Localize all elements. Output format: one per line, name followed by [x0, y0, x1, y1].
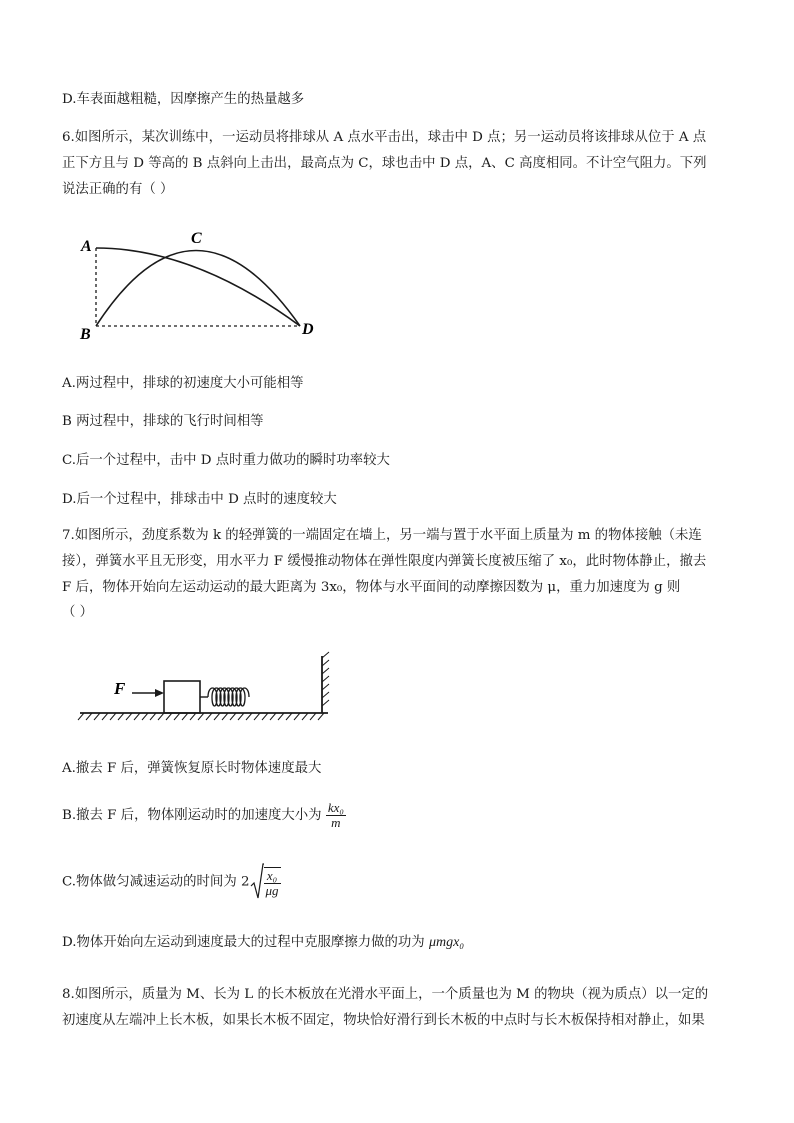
q8-stem-line-2: 初速度从左端冲上长木板，如果长木板不固定，物块恰好滑行到长木板的中点时与长木板保持相对静止，如果 — [62, 1013, 705, 1028]
q6-option-d: D.后一个过程中，排球击中 D 点时的速度较大 — [62, 492, 337, 507]
q7-stem-line-1: 7.如图所示，劲度系数为 k 的轻弹簧的一端固定在墙上，另一端与置于水平面上质量为 m 的物体接触（未连 — [62, 528, 702, 543]
q7-option-c — [62, 862, 281, 903]
q7-option-c-fraction — [264, 867, 281, 898]
q7-stem-line-3: F 后，物体开始向左运动运动的最大距离为 3x₀，物体与水平面间的动摩擦因数为 μ，重力加速度为 g 则 — [62, 580, 681, 595]
q7-stem-line-4: （ ） — [62, 605, 94, 620]
force-arrow-head — [155, 689, 164, 697]
block — [164, 681, 200, 713]
q7-option-b — [62, 799, 346, 833]
fraction-denominator: μg — [265, 882, 279, 898]
q7-option-b-text: B.撤去 F 后，物体刚运动时的加速度大小为 — [62, 808, 322, 823]
q6-stem-line-2: 正下方且与 D 等高的 B 点斜向上击出，最高点为 C，球也击中 D 点，A、C 高度相同。不计空气阻力。下列 — [62, 156, 707, 171]
label-d: D — [302, 321, 314, 338]
fraction-denominator: m — [331, 815, 341, 830]
q7-spring-figure — [76, 648, 338, 728]
oblique-throw-path — [96, 251, 300, 327]
wall-hatching — [322, 652, 329, 706]
force-label: F — [114, 679, 126, 698]
q7-option-a: A.撤去 F 后，弹簧恢复原长时物体速度最大 — [62, 761, 322, 776]
q7-option-d-text: D.物体开始向左运动到速度最大的过程中克服摩擦力做的功为 — [62, 935, 425, 950]
q7-option-d — [62, 934, 464, 952]
q6-stem-line-1: 6.如图所示，某次训练中，一运动员将排球从 A 点水平击出，球击中 D 点；另一运动员将该排球从位于 A 点 — [62, 130, 707, 145]
label-a: A — [81, 238, 92, 255]
fraction-numerator: x₀ — [264, 869, 281, 884]
fraction-numerator: kx₀ — [327, 800, 344, 815]
q6-stem-line-3: 说法正确的有（ ） — [62, 182, 174, 197]
q5-option-d: D.车表面越粗糙，因摩擦产生的热量越多 — [62, 92, 305, 107]
ground-hatching — [78, 713, 324, 720]
q6-trajectory-figure — [76, 225, 326, 345]
spring-coils — [208, 688, 249, 706]
sqrt-sign-icon — [250, 862, 264, 902]
q7-stem-line-2: 接），弹簧水平且无形变，用水平力 F 缓慢推动物体在弹性限度内弹簧长度被压缩了 x₀，此时物体静止，撤去 — [62, 554, 707, 569]
q7-option-c-text: C.物体做匀减速运动的时间为 2 — [62, 874, 250, 890]
q7-option-b-fraction — [326, 801, 346, 830]
label-b: B — [80, 326, 91, 343]
q6-option-a: A.两过程中，排球的初速度大小可能相等 — [62, 376, 304, 391]
q7-option-d-expression: μmgx₀ — [428, 935, 465, 950]
q6-option-c: C.后一个过程中，击中 D 点时重力做功的瞬时功率较大 — [62, 453, 390, 468]
label-c: C — [191, 230, 202, 247]
q8-stem-line-1: 8.如图所示，质量为 M、长为 L 的长木板放在光滑水平面上，一个质量也为 M 的物块（视为质点）以一定的 — [62, 987, 709, 1002]
q6-option-b: B 两过程中，排球的飞行时间相等 — [62, 414, 264, 429]
